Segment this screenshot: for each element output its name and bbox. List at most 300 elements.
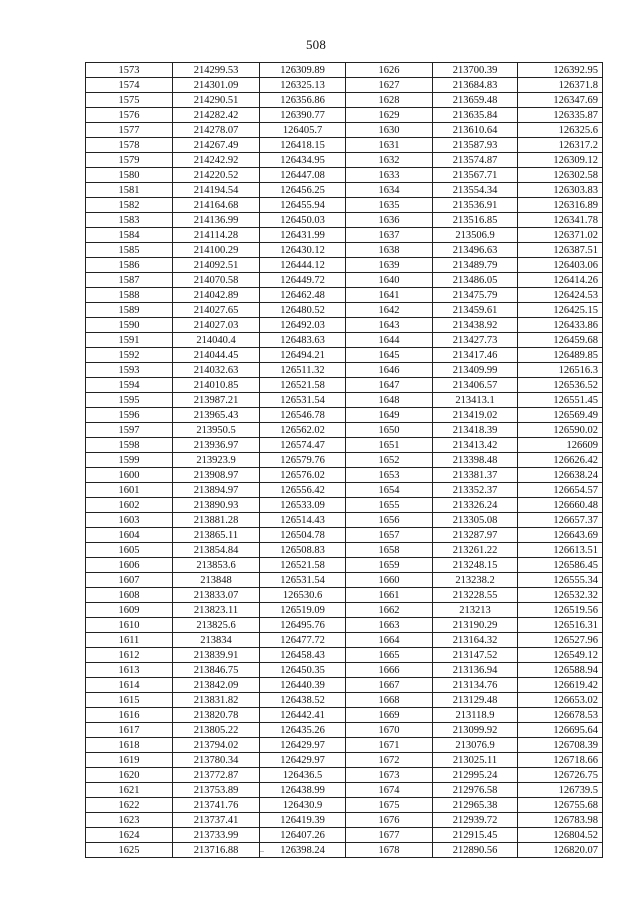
point-number-cell: 1615 [86, 693, 173, 708]
y-coordinate-cell: 126492.03 [260, 318, 346, 333]
y-coordinate-cell: 126508.83 [260, 543, 346, 558]
x-coordinate-cell: 212915.45 [433, 828, 518, 843]
x-coordinate-cell: 214267.49 [173, 138, 260, 153]
y-coordinate-cell: 126418.15 [260, 138, 346, 153]
y-coordinate-cell: 126392.95 [518, 63, 603, 78]
x-coordinate-cell: 213554.34 [433, 183, 518, 198]
y-coordinate-cell: 126586.45 [518, 558, 603, 573]
point-number-cell: 1649 [346, 408, 433, 423]
x-coordinate-cell: 214027.03 [173, 318, 260, 333]
point-number-cell: 1611 [86, 633, 173, 648]
x-coordinate-cell: 213506.9 [433, 228, 518, 243]
x-coordinate-cell: 214010.85 [173, 378, 260, 393]
table-row [86, 678, 603, 693]
table-row [86, 198, 603, 213]
point-number-cell: 1619 [86, 753, 173, 768]
x-coordinate-cell: 213772.87 [173, 768, 260, 783]
x-coordinate-cell: 213409.99 [433, 363, 518, 378]
x-coordinate-cell: 213908.97 [173, 468, 260, 483]
y-coordinate-cell: 126516.3 [518, 363, 603, 378]
point-number-cell: 1591 [86, 333, 173, 348]
table-row [86, 423, 603, 438]
point-number-cell: 1633 [346, 168, 433, 183]
x-coordinate-cell: 213238.2 [433, 573, 518, 588]
x-coordinate-cell: 213352.37 [433, 483, 518, 498]
y-coordinate-cell: 126309.89 [260, 63, 346, 78]
table-row [86, 273, 603, 288]
table-row [86, 828, 603, 843]
y-coordinate-cell: 126424.53 [518, 288, 603, 303]
x-coordinate-cell: 213839.91 [173, 648, 260, 663]
table-row [86, 258, 603, 273]
y-coordinate-cell: 126783.98 [518, 813, 603, 828]
table-row [86, 573, 603, 588]
y-coordinate-cell: 126638.24 [518, 468, 603, 483]
point-number-cell: 1610 [86, 618, 173, 633]
y-coordinate-cell: 126739.5 [518, 783, 603, 798]
table-row [86, 543, 603, 558]
x-coordinate-cell: 213099.92 [433, 723, 518, 738]
x-coordinate-cell: 213950.5 [173, 423, 260, 438]
point-number-cell: 1622 [86, 798, 173, 813]
x-coordinate-cell: 214242.92 [173, 153, 260, 168]
x-coordinate-cell: 213419.02 [433, 408, 518, 423]
y-coordinate-cell: 126531.54 [260, 393, 346, 408]
x-coordinate-cell: 214100.29 [173, 243, 260, 258]
point-number-cell: 1628 [346, 93, 433, 108]
point-number-cell: 1667 [346, 678, 433, 693]
x-coordinate-cell: 213881.28 [173, 513, 260, 528]
y-coordinate-cell: 126495.76 [260, 618, 346, 633]
x-coordinate-cell: 214044.45 [173, 348, 260, 363]
point-number-cell: 1583 [86, 213, 173, 228]
x-coordinate-cell: 213496.63 [433, 243, 518, 258]
point-number-cell: 1644 [346, 333, 433, 348]
y-coordinate-cell: 126302.58 [518, 168, 603, 183]
point-number-cell: 1597 [86, 423, 173, 438]
point-number-cell: 1659 [346, 558, 433, 573]
x-coordinate-cell: 213854.84 [173, 543, 260, 558]
y-coordinate-cell: 126609 [518, 438, 603, 453]
y-coordinate-cell: 126462.48 [260, 288, 346, 303]
table-row [86, 588, 603, 603]
x-coordinate-cell: 213936.97 [173, 438, 260, 453]
y-coordinate-cell: 126477.72 [260, 633, 346, 648]
y-coordinate-cell: 126718.66 [518, 753, 603, 768]
x-coordinate-cell: 214164.68 [173, 198, 260, 213]
y-coordinate-cell: 126521.58 [260, 558, 346, 573]
table-row [86, 183, 603, 198]
point-number-cell: 1669 [346, 708, 433, 723]
point-number-cell: 1637 [346, 228, 433, 243]
y-coordinate-cell: 126371.8 [518, 78, 603, 93]
y-coordinate-cell: 126576.02 [260, 468, 346, 483]
table-row [86, 393, 603, 408]
y-coordinate-cell: 126433.86 [518, 318, 603, 333]
y-coordinate-cell: 126489.85 [518, 348, 603, 363]
page-number: 508 [305, 37, 327, 52]
x-coordinate-cell: 213823.11 [173, 603, 260, 618]
y-coordinate-cell: 126480.52 [260, 303, 346, 318]
y-coordinate-cell: 126438.52 [260, 693, 346, 708]
x-coordinate-cell: 213134.76 [433, 678, 518, 693]
point-number-cell: 1605 [86, 543, 173, 558]
x-coordinate-cell: 214136.99 [173, 213, 260, 228]
y-coordinate-cell: 126820.07 [518, 843, 603, 858]
coordinates-table [85, 62, 603, 858]
point-number-cell: 1638 [346, 243, 433, 258]
y-coordinate-cell: 126521.58 [260, 378, 346, 393]
point-number-cell: 1589 [86, 303, 173, 318]
point-number-cell: 1663 [346, 618, 433, 633]
x-coordinate-cell: 214040.4 [173, 333, 260, 348]
point-number-cell: 1598 [86, 438, 173, 453]
table-row [86, 453, 603, 468]
point-number-cell: 1625 [86, 843, 173, 858]
point-number-cell: 1650 [346, 423, 433, 438]
table-row [86, 738, 603, 753]
y-coordinate-cell: 126708.39 [518, 738, 603, 753]
x-coordinate-cell: 212976.58 [433, 783, 518, 798]
table-row [86, 498, 603, 513]
table-row [86, 798, 603, 813]
point-number-cell: 1641 [346, 288, 433, 303]
y-coordinate-cell: 126347.69 [518, 93, 603, 108]
y-coordinate-cell: 126303.83 [518, 183, 603, 198]
y-coordinate-cell: 126516.31 [518, 618, 603, 633]
point-number-cell: 1632 [346, 153, 433, 168]
y-coordinate-cell: 126514.43 [260, 513, 346, 528]
x-coordinate-cell: 214114.28 [173, 228, 260, 243]
y-coordinate-cell: 126504.78 [260, 528, 346, 543]
table-row [86, 288, 603, 303]
y-coordinate-cell: 126519.56 [518, 603, 603, 618]
table-row [86, 363, 603, 378]
point-number-cell: 1606 [86, 558, 173, 573]
point-number-cell: 1645 [346, 348, 433, 363]
x-coordinate-cell: 213820.78 [173, 708, 260, 723]
point-number-cell: 1671 [346, 738, 433, 753]
point-number-cell: 1666 [346, 663, 433, 678]
y-coordinate-cell: 126527.96 [518, 633, 603, 648]
table-row [86, 138, 603, 153]
y-coordinate-cell: 126414.26 [518, 273, 603, 288]
y-coordinate-cell: 126569.49 [518, 408, 603, 423]
x-coordinate-cell: 213587.93 [433, 138, 518, 153]
table-row [86, 333, 603, 348]
point-number-cell: 1577 [86, 123, 173, 138]
point-number-cell: 1623 [86, 813, 173, 828]
table-row [86, 558, 603, 573]
point-number-cell: 1647 [346, 378, 433, 393]
point-number-cell: 1670 [346, 723, 433, 738]
y-coordinate-cell: 126455.94 [260, 198, 346, 213]
x-coordinate-cell: 213427.73 [433, 333, 518, 348]
y-coordinate-cell: 126695.64 [518, 723, 603, 738]
point-number-cell: 1592 [86, 348, 173, 363]
y-coordinate-cell: 126619.42 [518, 678, 603, 693]
point-number-cell: 1635 [346, 198, 433, 213]
point-number-cell: 1618 [86, 738, 173, 753]
point-number-cell: 1674 [346, 783, 433, 798]
table-row [86, 243, 603, 258]
y-coordinate-cell: 126449.72 [260, 273, 346, 288]
x-coordinate-cell: 213228.55 [433, 588, 518, 603]
point-number-cell: 1621 [86, 783, 173, 798]
table-row [86, 513, 603, 528]
point-number-cell: 1624 [86, 828, 173, 843]
y-coordinate-cell: 126325.6 [518, 123, 603, 138]
x-coordinate-cell: 214282.42 [173, 108, 260, 123]
x-coordinate-cell: 213965.43 [173, 408, 260, 423]
y-coordinate-cell: 126430.9 [260, 798, 346, 813]
x-coordinate-cell: 213486.05 [433, 273, 518, 288]
y-coordinate-cell: 126390.77 [260, 108, 346, 123]
x-coordinate-cell: 213438.92 [433, 318, 518, 333]
y-coordinate-cell: 126341.78 [518, 213, 603, 228]
y-coordinate-cell: 126450.03 [260, 213, 346, 228]
y-coordinate-cell: 126657.37 [518, 513, 603, 528]
x-coordinate-cell: 213305.08 [433, 513, 518, 528]
table-row [86, 768, 603, 783]
x-coordinate-cell: 213567.71 [433, 168, 518, 183]
point-number-cell: 1593 [86, 363, 173, 378]
point-number-cell: 1639 [346, 258, 433, 273]
point-number-cell: 1640 [346, 273, 433, 288]
y-coordinate-cell: 126405.7 [260, 123, 346, 138]
y-coordinate-cell: 126519.09 [260, 603, 346, 618]
table-row [86, 228, 603, 243]
point-number-cell: 1584 [86, 228, 173, 243]
table-row [86, 348, 603, 363]
y-coordinate-cell: 126435.26 [260, 723, 346, 738]
x-coordinate-cell: 213418.39 [433, 423, 518, 438]
point-number-cell: 1608 [86, 588, 173, 603]
y-coordinate-cell: 126483.63 [260, 333, 346, 348]
y-coordinate-cell: 126546.78 [260, 408, 346, 423]
table-row [86, 303, 603, 318]
point-number-cell: 1595 [86, 393, 173, 408]
point-number-cell: 1642 [346, 303, 433, 318]
x-coordinate-cell: 213853.6 [173, 558, 260, 573]
point-number-cell: 1648 [346, 393, 433, 408]
y-coordinate-cell: 126574.47 [260, 438, 346, 453]
table-row [86, 438, 603, 453]
table-row [86, 318, 603, 333]
y-coordinate-cell: 126804.52 [518, 828, 603, 843]
point-number-cell: 1673 [346, 768, 433, 783]
x-coordinate-cell: 213406.57 [433, 378, 518, 393]
point-number-cell: 1604 [86, 528, 173, 543]
point-number-cell: 1599 [86, 453, 173, 468]
y-coordinate-cell: 126425.15 [518, 303, 603, 318]
x-coordinate-cell: 213118.9 [433, 708, 518, 723]
y-coordinate-cell: 126556.42 [260, 483, 346, 498]
y-coordinate-cell: 126387.51 [518, 243, 603, 258]
scan-mark [260, 851, 264, 852]
x-coordinate-cell: 213700.39 [433, 63, 518, 78]
point-number-cell: 1636 [346, 213, 433, 228]
y-coordinate-cell: 126444.12 [260, 258, 346, 273]
x-coordinate-cell: 213659.48 [433, 93, 518, 108]
x-coordinate-cell: 213831.82 [173, 693, 260, 708]
point-number-cell: 1574 [86, 78, 173, 93]
x-coordinate-cell: 214278.07 [173, 123, 260, 138]
x-coordinate-cell: 212965.38 [433, 798, 518, 813]
x-coordinate-cell: 213574.87 [433, 153, 518, 168]
table-row [86, 468, 603, 483]
x-coordinate-cell: 214290.51 [173, 93, 260, 108]
y-coordinate-cell: 126440.39 [260, 678, 346, 693]
point-number-cell: 1616 [86, 708, 173, 723]
y-coordinate-cell: 126309.12 [518, 153, 603, 168]
coordinates-table-body [86, 63, 603, 858]
point-number-cell: 1629 [346, 108, 433, 123]
y-coordinate-cell: 126494.21 [260, 348, 346, 363]
y-coordinate-cell: 126531.54 [260, 573, 346, 588]
table-row [86, 618, 603, 633]
x-coordinate-cell: 213261.22 [433, 543, 518, 558]
y-coordinate-cell: 126429.97 [260, 738, 346, 753]
x-coordinate-cell: 213833.07 [173, 588, 260, 603]
x-coordinate-cell: 213848 [173, 573, 260, 588]
x-coordinate-cell: 214194.54 [173, 183, 260, 198]
x-coordinate-cell: 213805.22 [173, 723, 260, 738]
x-coordinate-cell: 213923.9 [173, 453, 260, 468]
x-coordinate-cell: 213842.09 [173, 678, 260, 693]
y-coordinate-cell: 126459.68 [518, 333, 603, 348]
point-number-cell: 1594 [86, 378, 173, 393]
y-coordinate-cell: 126549.12 [518, 648, 603, 663]
point-number-cell: 1654 [346, 483, 433, 498]
point-number-cell: 1655 [346, 498, 433, 513]
x-coordinate-cell: 213733.99 [173, 828, 260, 843]
x-coordinate-cell: 213737.41 [173, 813, 260, 828]
point-number-cell: 1620 [86, 768, 173, 783]
x-coordinate-cell: 213164.32 [433, 633, 518, 648]
x-coordinate-cell: 213475.79 [433, 288, 518, 303]
table-row [86, 663, 603, 678]
x-coordinate-cell: 213825.6 [173, 618, 260, 633]
point-number-cell: 1600 [86, 468, 173, 483]
y-coordinate-cell: 126579.76 [260, 453, 346, 468]
table-row [86, 723, 603, 738]
point-number-cell: 1634 [346, 183, 433, 198]
table-row [86, 783, 603, 798]
y-coordinate-cell: 126653.02 [518, 693, 603, 708]
table-row [86, 483, 603, 498]
point-number-cell: 1678 [346, 843, 433, 858]
y-coordinate-cell: 126562.02 [260, 423, 346, 438]
table-row [86, 108, 603, 123]
table-row [86, 168, 603, 183]
y-coordinate-cell: 126654.57 [518, 483, 603, 498]
x-coordinate-cell: 213381.37 [433, 468, 518, 483]
point-number-cell: 1609 [86, 603, 173, 618]
y-coordinate-cell: 126436.5 [260, 768, 346, 783]
point-number-cell: 1653 [346, 468, 433, 483]
y-coordinate-cell: 126316.89 [518, 198, 603, 213]
table-row [86, 528, 603, 543]
point-number-cell: 1573 [86, 63, 173, 78]
table-row [86, 213, 603, 228]
x-coordinate-cell: 214042.89 [173, 288, 260, 303]
table-row [86, 693, 603, 708]
point-number-cell: 1627 [346, 78, 433, 93]
y-coordinate-cell: 126536.52 [518, 378, 603, 393]
x-coordinate-cell: 213780.34 [173, 753, 260, 768]
table-row [86, 153, 603, 168]
y-coordinate-cell: 126678.53 [518, 708, 603, 723]
x-coordinate-cell: 213635.84 [433, 108, 518, 123]
point-number-cell: 1602 [86, 498, 173, 513]
y-coordinate-cell: 126450.35 [260, 663, 346, 678]
table-row [86, 708, 603, 723]
x-coordinate-cell: 214301.09 [173, 78, 260, 93]
y-coordinate-cell: 126430.12 [260, 243, 346, 258]
x-coordinate-cell: 214027.65 [173, 303, 260, 318]
x-coordinate-cell: 214299.53 [173, 63, 260, 78]
y-coordinate-cell: 126335.87 [518, 108, 603, 123]
table-row [86, 378, 603, 393]
point-number-cell: 1607 [86, 573, 173, 588]
y-coordinate-cell: 126588.94 [518, 663, 603, 678]
x-coordinate-cell: 214220.52 [173, 168, 260, 183]
y-coordinate-cell: 126551.45 [518, 393, 603, 408]
y-coordinate-cell: 126533.09 [260, 498, 346, 513]
point-number-cell: 1596 [86, 408, 173, 423]
point-number-cell: 1664 [346, 633, 433, 648]
x-coordinate-cell: 213147.52 [433, 648, 518, 663]
x-coordinate-cell: 213890.93 [173, 498, 260, 513]
point-number-cell: 1658 [346, 543, 433, 558]
y-coordinate-cell: 126434.95 [260, 153, 346, 168]
point-number-cell: 1675 [346, 798, 433, 813]
y-coordinate-cell: 126325.13 [260, 78, 346, 93]
table-row [86, 78, 603, 93]
point-number-cell: 1578 [86, 138, 173, 153]
point-number-cell: 1613 [86, 663, 173, 678]
y-coordinate-cell: 126532.32 [518, 588, 603, 603]
x-coordinate-cell: 213684.83 [433, 78, 518, 93]
y-coordinate-cell: 126317.2 [518, 138, 603, 153]
point-number-cell: 1656 [346, 513, 433, 528]
x-coordinate-cell: 213413.1 [433, 393, 518, 408]
x-coordinate-cell: 213025.11 [433, 753, 518, 768]
point-number-cell: 1662 [346, 603, 433, 618]
x-coordinate-cell: 212890.56 [433, 843, 518, 858]
point-number-cell: 1643 [346, 318, 433, 333]
point-number-cell: 1617 [86, 723, 173, 738]
point-number-cell: 1603 [86, 513, 173, 528]
point-number-cell: 1579 [86, 153, 173, 168]
x-coordinate-cell: 212995.24 [433, 768, 518, 783]
x-coordinate-cell: 213248.15 [433, 558, 518, 573]
x-coordinate-cell: 213610.64 [433, 123, 518, 138]
x-coordinate-cell: 213417.46 [433, 348, 518, 363]
point-number-cell: 1630 [346, 123, 433, 138]
y-coordinate-cell: 126511.32 [260, 363, 346, 378]
x-coordinate-cell: 213398.48 [433, 453, 518, 468]
y-coordinate-cell: 126626.42 [518, 453, 603, 468]
point-number-cell: 1587 [86, 273, 173, 288]
y-coordinate-cell: 126458.43 [260, 648, 346, 663]
x-coordinate-cell: 213987.21 [173, 393, 260, 408]
x-coordinate-cell: 213413.42 [433, 438, 518, 453]
y-coordinate-cell: 126590.02 [518, 423, 603, 438]
x-coordinate-cell: 213287.97 [433, 528, 518, 543]
table-row [86, 93, 603, 108]
